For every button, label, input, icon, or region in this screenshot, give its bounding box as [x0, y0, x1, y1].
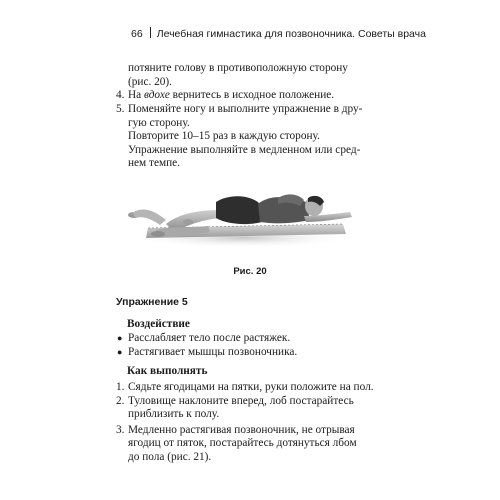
emphasis-text: вдохе [144, 89, 170, 101]
figure-caption: Рис. 20 [233, 266, 267, 277]
header-divider [150, 27, 151, 38]
effect-item [117, 332, 367, 346]
list-item-5 [116, 103, 366, 171]
text-line: Медленно растягивая позвоночник, не отрывая [128, 423, 355, 436]
step-item [116, 395, 368, 422]
text-line: приблизить к полу. [128, 408, 220, 421]
text-line: нем темпе. [128, 157, 181, 170]
text-line: Туловище наклоните вперед, лоб постарайтесь [128, 394, 354, 407]
bullet-icon: ● [117, 347, 123, 357]
text-line: ягодиц от пяток, постарайтесь дотянуться лбом [128, 437, 357, 450]
running-header [131, 27, 426, 41]
text-fragment: вернитесь в исходное положение. [169, 89, 335, 101]
steps-list [116, 381, 374, 465]
text-line: Поменяйте ногу и выполните упражнение в дру- [128, 103, 363, 115]
list-marker: 5. [116, 103, 125, 115]
effect-text: Растягивает мышцы позвоночника. [128, 346, 298, 358]
text-line: Упражнение выполняйте в медленном или сред- [128, 143, 361, 156]
text-line: (рис. 20). [128, 75, 173, 88]
running-title: Лечебная гимнастика для позвоночника. Советы врача [156, 28, 426, 40]
list-marker: 2. [116, 394, 125, 407]
exercise-photo [128, 180, 358, 252]
effect-text: Расслабляет тело после растяжек. [128, 332, 291, 344]
page-number: 66 [131, 28, 143, 40]
text-line: до пола (рис. 21). [128, 450, 212, 463]
figure-20-illustration [128, 180, 358, 252]
text-line: гую сторону. [128, 116, 190, 129]
text-fragment: На [128, 89, 144, 101]
effect-heading: Воздействие [127, 318, 190, 330]
step-item [116, 424, 368, 465]
text-line: потяните голову в противоположную сторону [128, 62, 348, 74]
how-heading: Как выполнять [127, 365, 208, 377]
list-item-4 [116, 89, 366, 103]
exercise-title: Упражнение 5 [116, 296, 188, 308]
text-line: Сядьте ягодицами на пятки, руки положите на пол. [128, 381, 374, 393]
bullet-icon: ● [117, 333, 123, 343]
step-item [116, 381, 374, 395]
list-marker: 1. [116, 381, 125, 393]
text-line: Повторите 10–15 раз в каждую сторону. [128, 130, 320, 143]
list-marker: 3. [116, 423, 125, 436]
list-marker: 4. [116, 89, 125, 101]
effect-item [117, 346, 367, 360]
continuation-text [116, 62, 366, 89]
